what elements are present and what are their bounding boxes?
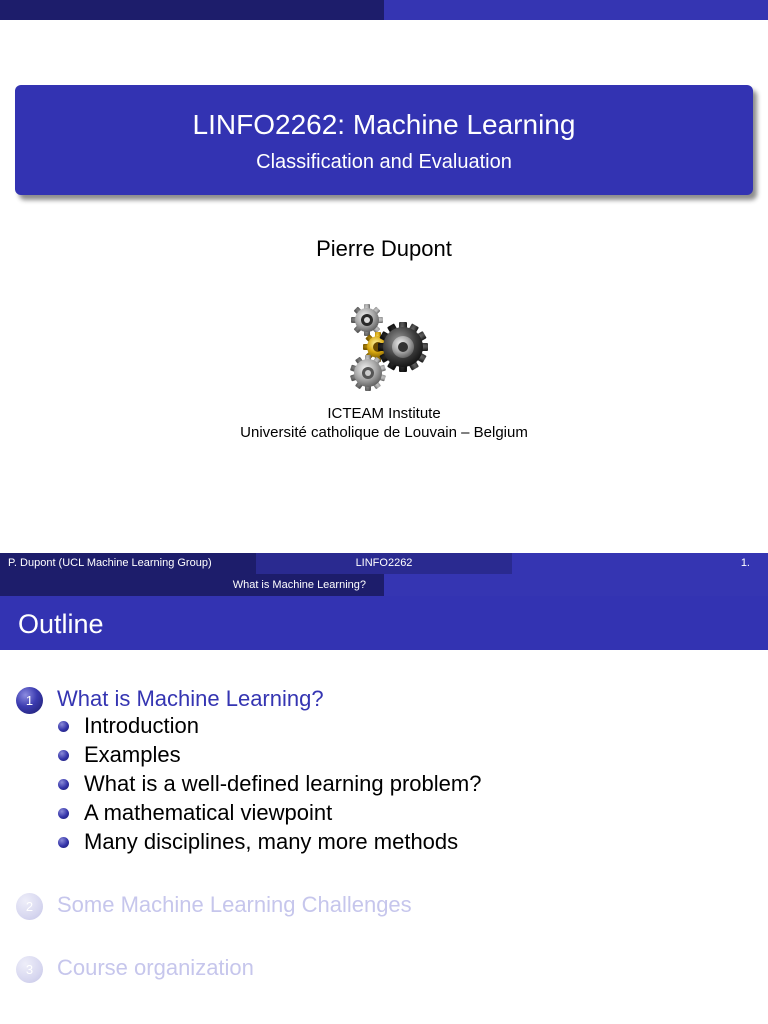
slide-footer (0, 553, 768, 574)
nav-strip-right (384, 574, 768, 596)
section-title: Some Machine Learning Challenges (57, 892, 412, 917)
bullet-icon (58, 808, 69, 819)
top-header-strip (0, 0, 768, 20)
top-strip-right (384, 0, 768, 20)
nav-current-section[interactable]: What is Machine Learning? (0, 574, 384, 596)
title-box (15, 85, 753, 195)
footer-course: LINFO2262 (256, 553, 512, 574)
section-number-ball: 2 (16, 893, 43, 920)
subsection-label: What is a well-defined learning problem? (84, 771, 482, 796)
gears-icon (340, 300, 430, 392)
bullet-icon (58, 750, 69, 761)
presentation-subtitle: Classification and Evaluation (256, 151, 512, 173)
footer-page-number: 1. (512, 553, 768, 574)
author-name: Pierre Dupont (316, 236, 452, 261)
section-navigation-strip (0, 574, 768, 596)
subsection-label: Examples (84, 742, 181, 767)
bullet-icon (58, 779, 69, 790)
section-number-ball: 3 (16, 956, 43, 983)
section-title: What is Machine Learning? (57, 686, 324, 711)
subsection-label: Introduction (84, 713, 199, 738)
subsection-label: A mathematical viewpoint (84, 800, 333, 825)
footer-author: P. Dupont (UCL Machine Learning Group) (0, 553, 256, 574)
top-strip-left (0, 0, 384, 20)
section-title: Course organization (57, 955, 254, 980)
bullet-icon (58, 721, 69, 732)
institute-name: ICTEAM Institute (327, 405, 441, 422)
subsection-label: Many disciplines, many more methods (84, 829, 459, 854)
presentation-title: LINFO2262: Machine Learning (192, 109, 576, 140)
university-name: Université catholique de Louvain – Belgium (240, 424, 528, 441)
section-number-ball: 1 (16, 687, 43, 714)
affiliation (0, 404, 768, 442)
frame-title: Outline (18, 609, 104, 639)
bullet-icon (58, 837, 69, 848)
frame-title-bar (0, 596, 768, 650)
